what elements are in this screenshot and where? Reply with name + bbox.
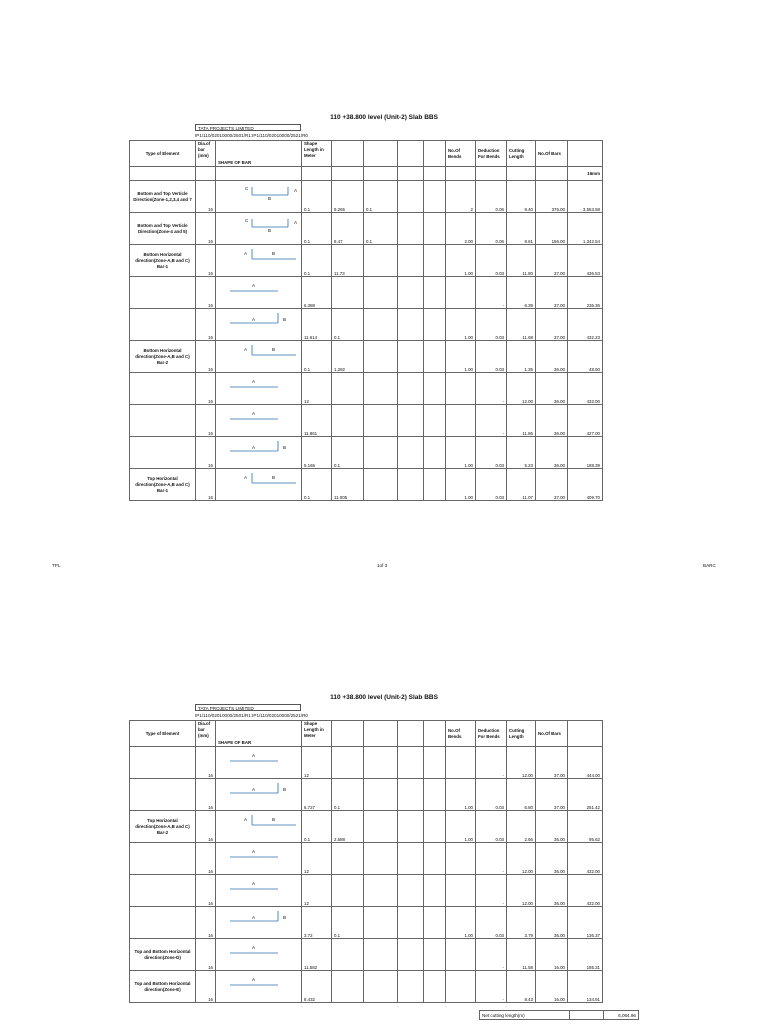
deduction: 0.03 [476, 907, 507, 939]
deduction: 0.03 [476, 309, 507, 341]
total-length: 95.62 [568, 811, 603, 843]
shape-dim-label: A [244, 475, 248, 480]
len-a: 12 [302, 875, 332, 907]
element-type: Bottom and Top Verticle Direction(Zone-4 and 5) [130, 213, 196, 245]
bar-dia: 16 [196, 181, 216, 213]
len-c [364, 469, 398, 501]
cutting-length: 12.00 [507, 843, 536, 875]
cutting-length: 8.43 [507, 971, 536, 1003]
element-type: Top Horizontal direction(Zone-A,B and C) Bar-1 [130, 469, 196, 501]
bar-shape [216, 405, 302, 437]
element-type: Top and Bottom Horizontal direction(Zone-E) [130, 971, 196, 1003]
bar-dia: 16 [196, 373, 216, 405]
no-of-bars: 36.00 [536, 875, 568, 907]
len-c [364, 309, 398, 341]
len-b [332, 277, 364, 309]
bar-dia: 16 [196, 875, 216, 907]
header-bars: No.Of Bars [536, 721, 568, 747]
net-cutting-value: 6,064.96 [604, 1011, 639, 1020]
company-name: TATA PROJECTS LIMITED [195, 124, 301, 131]
bends [446, 971, 476, 1003]
header-bends: No.Of Bends [446, 141, 476, 167]
len-b: 11.005 [332, 469, 364, 501]
deduction: 0.06 [476, 213, 507, 245]
total-length: 1,342.54 [568, 213, 603, 245]
len-b: 8.47 [332, 213, 364, 245]
cutting-length: 12.00 [507, 373, 536, 405]
len-b: 2.588 [332, 811, 364, 843]
shape-dim-label: A [244, 251, 248, 256]
bends: 1.00 [446, 811, 476, 843]
bends [446, 373, 476, 405]
bar-dia: 16 [196, 779, 216, 811]
deduction: - [476, 875, 507, 907]
bbs-row [130, 939, 603, 971]
cutting-length: 6.80 [507, 779, 536, 811]
total-length: 188.39 [568, 437, 603, 469]
cutting-length: 3.79 [507, 907, 536, 939]
deduction: - [476, 939, 507, 971]
len-a: 8.432 [302, 971, 332, 1003]
bar-dia: 16 [196, 213, 216, 245]
len-b [332, 747, 364, 779]
net-cutting-summary [479, 1010, 639, 1020]
bbs-table [129, 140, 603, 501]
total-length: 444.00 [568, 747, 603, 779]
total-length: 409.70 [568, 469, 603, 501]
footer-page-number: 1of 3 [377, 563, 388, 568]
bends: 1.00 [446, 245, 476, 277]
cutting-length: 12.00 [507, 875, 536, 907]
bends [446, 747, 476, 779]
cutting-length: 2.66 [507, 811, 536, 843]
total-length: 236.36 [568, 277, 603, 309]
deduction: 0.03 [476, 779, 507, 811]
deduction: 0.06 [476, 181, 507, 213]
shape-dim-label: B [272, 817, 276, 822]
dia-column-label: 16mm [568, 167, 603, 181]
sheet-title: 110 +38.800 level (Unit-2) Slab BBS [330, 114, 438, 121]
len-b: 1.282 [332, 341, 364, 373]
cutting-length: 11.86 [507, 405, 536, 437]
element-type [130, 309, 196, 341]
bar-shape [216, 309, 302, 341]
bar-shape [216, 779, 302, 811]
len-c [364, 373, 398, 405]
no-of-bars: 36.00 [536, 907, 568, 939]
header-type: Type of Element [130, 721, 196, 747]
header-cutting: Cutting Length [507, 721, 536, 747]
header-deduction: Deduction For Bends [476, 141, 507, 167]
deduction: 0.03 [476, 811, 507, 843]
header-bars: No.Of Bars [536, 141, 568, 167]
bar-dia: 16 [196, 971, 216, 1003]
shape-dim-label: A [252, 411, 256, 416]
element-type [130, 373, 196, 405]
len-b: 0.1 [332, 779, 364, 811]
len-c [364, 341, 398, 373]
shape-dim-label: B [283, 915, 287, 920]
bar-shape [216, 341, 302, 373]
no-of-bars: 37.00 [536, 245, 568, 277]
deduction: - [476, 971, 507, 1003]
total-length: 427.00 [568, 405, 603, 437]
bar-dia: 16 [196, 747, 216, 779]
shape-dim-label: B [272, 347, 276, 352]
shape-dim-label: A [252, 787, 256, 792]
shape-dim-label: A [252, 881, 256, 886]
bbs-row [130, 277, 603, 309]
no-of-bars: 36.00 [536, 373, 568, 405]
bar-shape [216, 747, 302, 779]
len-a: 6.727 [302, 779, 332, 811]
len-c [364, 277, 398, 309]
len-b [332, 373, 364, 405]
element-type [130, 907, 196, 939]
total-length: 432.00 [568, 843, 603, 875]
bar-shape [216, 971, 302, 1003]
header-dia: Dia.of bar (mm) [196, 141, 216, 167]
len-c [364, 907, 398, 939]
header-type: Type of Element [130, 141, 196, 167]
header-shape: SHAPE OF BAR [216, 141, 302, 167]
len-a: 0.1 [302, 341, 332, 373]
bar-dia: 16 [196, 811, 216, 843]
header-shape-length: Shape Length in Meter [302, 141, 332, 167]
len-a: 5.165 [302, 437, 332, 469]
element-type [130, 779, 196, 811]
len-c [364, 939, 398, 971]
sheet-title-page2: 110 +38.800 level (Unit-2) Slab BBS [330, 694, 438, 701]
len-c [364, 405, 398, 437]
total-length: 432.23 [568, 309, 603, 341]
header-shape-length: Shape Length in Meter [302, 721, 332, 747]
bends [446, 939, 476, 971]
deduction: 0.03 [476, 437, 507, 469]
bends [446, 277, 476, 309]
header-cutting: Cutting Length [507, 141, 536, 167]
shape-dim-label: B [272, 251, 276, 256]
len-a: 0.1 [302, 811, 332, 843]
total-length: 48.60 [568, 341, 603, 373]
bbs-row [130, 811, 603, 843]
len-b [332, 405, 364, 437]
element-type [130, 437, 196, 469]
bends: 1.00 [446, 437, 476, 469]
bbs-row [130, 405, 603, 437]
len-a: 3.72 [302, 907, 332, 939]
deduction: 0.03 [476, 245, 507, 277]
element-type: Bottom Horizontal direction(Zone-A,B and C) Bar-2 [130, 341, 196, 373]
bar-dia: 16 [196, 309, 216, 341]
bbs-row [130, 907, 603, 939]
no-of-bars: 16.00 [536, 971, 568, 1003]
shape-dim-label: A [244, 817, 248, 822]
no-of-bars: 37.00 [536, 779, 568, 811]
bbs-row [130, 875, 603, 907]
len-a: 12 [302, 747, 332, 779]
footer-right: BARC [703, 563, 716, 568]
element-type [130, 747, 196, 779]
no-of-bars: 36.00 [536, 843, 568, 875]
company-name-page2: TATA PROJECTS LIMITED [195, 704, 301, 711]
bar-shape [216, 213, 302, 245]
len-c [364, 779, 398, 811]
len-c [364, 843, 398, 875]
bbs-row [130, 373, 603, 405]
total-length: 185.31 [568, 939, 603, 971]
len-a: 12 [302, 843, 332, 875]
len-a: 11.582 [302, 939, 332, 971]
bends: 1.00 [446, 907, 476, 939]
element-type [130, 875, 196, 907]
no-of-bars: 36.00 [536, 405, 568, 437]
cutting-length: 11.07 [507, 469, 536, 501]
total-length: 436.53 [568, 245, 603, 277]
shape-dim-label: A [244, 347, 248, 352]
deduction: 0.03 [476, 341, 507, 373]
len-c [364, 747, 398, 779]
bar-shape [216, 245, 302, 277]
deduction: - [476, 843, 507, 875]
shape-dim-label: C [245, 218, 249, 223]
bar-shape [216, 843, 302, 875]
element-type [130, 405, 196, 437]
no-of-bars: 36.00 [536, 341, 568, 373]
deduction: - [476, 747, 507, 779]
shape-dim-label: A [252, 977, 256, 982]
deduction: - [476, 405, 507, 437]
bbs-row [130, 437, 603, 469]
footer-left: TPL [52, 563, 61, 568]
net-cutting-label: Net cutting length(m) [480, 1011, 570, 1020]
doc-reference-page2: IP1/110/02010000/2501/R1:IP1/110/02010000/2521/R0 [195, 713, 308, 718]
cutting-length: 11.68 [507, 309, 536, 341]
shape-dim-label: A [252, 753, 256, 758]
shape-dim-label: B [283, 787, 287, 792]
no-of-bars: 37.00 [536, 309, 568, 341]
len-a: 0.1 [302, 213, 332, 245]
shape-dim-label: A [252, 945, 256, 950]
doc-reference: IP1/110/02010000/2501/R1:IP1/110/02010000/2521/R0 [195, 133, 308, 138]
header-bends: No.Of Bends [446, 721, 476, 747]
total-length: 136.37 [568, 907, 603, 939]
cutting-length: 11.80 [507, 245, 536, 277]
len-c [364, 971, 398, 1003]
no-of-bars: 36.00 [536, 437, 568, 469]
bbs-row [130, 309, 603, 341]
deduction: - [476, 277, 507, 309]
no-of-bars: 37.00 [536, 469, 568, 501]
header-deduction: Deduction For Bends [476, 721, 507, 747]
len-a: 0.1 [302, 245, 332, 277]
cutting-length: 9.40 [507, 181, 536, 213]
bbs-row [130, 971, 603, 1003]
bar-dia: 16 [196, 437, 216, 469]
len-b [332, 875, 364, 907]
bar-shape [216, 437, 302, 469]
bar-shape [216, 811, 302, 843]
bends: 1.00 [446, 469, 476, 501]
total-length: 3,553.58 [568, 181, 603, 213]
len-b: 0.1 [332, 309, 364, 341]
len-a: 0.1 [302, 181, 332, 213]
len-b: 9.265 [332, 181, 364, 213]
len-b [332, 971, 364, 1003]
deduction: - [476, 373, 507, 405]
bar-shape [216, 277, 302, 309]
bar-shape [216, 469, 302, 501]
len-b: 0.1 [332, 907, 364, 939]
bar-dia: 16 [196, 939, 216, 971]
bbs-row [130, 779, 603, 811]
shape-dim-label: A [252, 849, 256, 854]
bends: 2 [446, 181, 476, 213]
bends [446, 843, 476, 875]
bar-dia: 16 [196, 341, 216, 373]
bbs-table-page2 [129, 720, 603, 1003]
element-type: Bottom Horizontal direction(Zone-A,B and C) Bar-1 [130, 245, 196, 277]
len-a: 11.861 [302, 405, 332, 437]
len-b: 11.73 [332, 245, 364, 277]
total-length: 251.42 [568, 779, 603, 811]
len-b [332, 843, 364, 875]
cutting-length: 6.39 [507, 277, 536, 309]
bbs-row [130, 747, 603, 779]
len-b [332, 939, 364, 971]
bbs-row [130, 341, 603, 373]
cutting-length: 11.58 [507, 939, 536, 971]
no-of-bars: 37.00 [536, 747, 568, 779]
total-length: 432.00 [568, 875, 603, 907]
total-length: 432.00 [568, 373, 603, 405]
bar-dia: 16 [196, 245, 216, 277]
no-of-bars: 36.00 [536, 811, 568, 843]
element-type: Bottom and Top Verticle Direction(Zone-1,2,3,4 and 7 [130, 181, 196, 213]
no-of-bars: 156.00 [536, 213, 568, 245]
bar-dia: 16 [196, 277, 216, 309]
len-c [364, 437, 398, 469]
no-of-bars: 16.00 [536, 939, 568, 971]
no-of-bars: 37.00 [536, 277, 568, 309]
deduction: 0.03 [476, 469, 507, 501]
bbs-row [130, 213, 603, 245]
element-type [130, 277, 196, 309]
len-a: 11.614 [302, 309, 332, 341]
shape-dim-label: B [268, 196, 272, 201]
bar-dia: 16 [196, 405, 216, 437]
shape-dim-label: A [294, 188, 298, 193]
len-a: 0.1 [302, 469, 332, 501]
bends: 1.00 [446, 309, 476, 341]
no-of-bars: 376.00 [536, 181, 568, 213]
len-a: 6.388 [302, 277, 332, 309]
bar-dia: 16 [196, 907, 216, 939]
bends [446, 875, 476, 907]
bends: 2.00 [446, 213, 476, 245]
bbs-row [130, 469, 603, 501]
bbs-row [130, 181, 603, 213]
shape-dim-label: A [252, 915, 256, 920]
header-dia: Dia.of bar (mm) [196, 721, 216, 747]
len-a: 12 [302, 373, 332, 405]
total-length: 134.91 [568, 971, 603, 1003]
bends: 1.00 [446, 341, 476, 373]
len-c: 0.1 [364, 213, 398, 245]
shape-dim-label: A [252, 445, 256, 450]
cutting-length: 8.61 [507, 213, 536, 245]
len-c [364, 245, 398, 277]
bar-dia: 16 [196, 843, 216, 875]
shape-dim-label: B [272, 475, 276, 480]
bar-shape [216, 373, 302, 405]
bends: 1.00 [446, 779, 476, 811]
element-type: Top and Bottom Horizontal direction(Zone-D) [130, 939, 196, 971]
cutting-length: 12.00 [507, 747, 536, 779]
shape-dim-label: B [283, 445, 287, 450]
bar-dia: 16 [196, 469, 216, 501]
bbs-row [130, 843, 603, 875]
shape-dim-label: B [268, 228, 272, 233]
shape-dim-label: A [294, 220, 298, 225]
bar-shape [216, 939, 302, 971]
len-c: 0.1 [364, 181, 398, 213]
shape-dim-label: A [252, 317, 256, 322]
bar-shape [216, 181, 302, 213]
bbs-row [130, 245, 603, 277]
shape-dim-label: A [252, 379, 256, 384]
header-shape: SHAPE OF BAR [216, 721, 302, 747]
element-type: Top Horizontal direction(Zone-A,B and C) Bar-2 [130, 811, 196, 843]
bar-shape [216, 907, 302, 939]
len-c [364, 875, 398, 907]
len-c [364, 811, 398, 843]
cutting-length: 1.35 [507, 341, 536, 373]
bends [446, 405, 476, 437]
len-b: 0.1 [332, 437, 364, 469]
shape-dim-label: C [245, 186, 249, 191]
shape-dim-label: B [283, 317, 287, 322]
cutting-length: 5.23 [507, 437, 536, 469]
shape-dim-label: A [252, 283, 256, 288]
element-type [130, 843, 196, 875]
bar-shape [216, 875, 302, 907]
